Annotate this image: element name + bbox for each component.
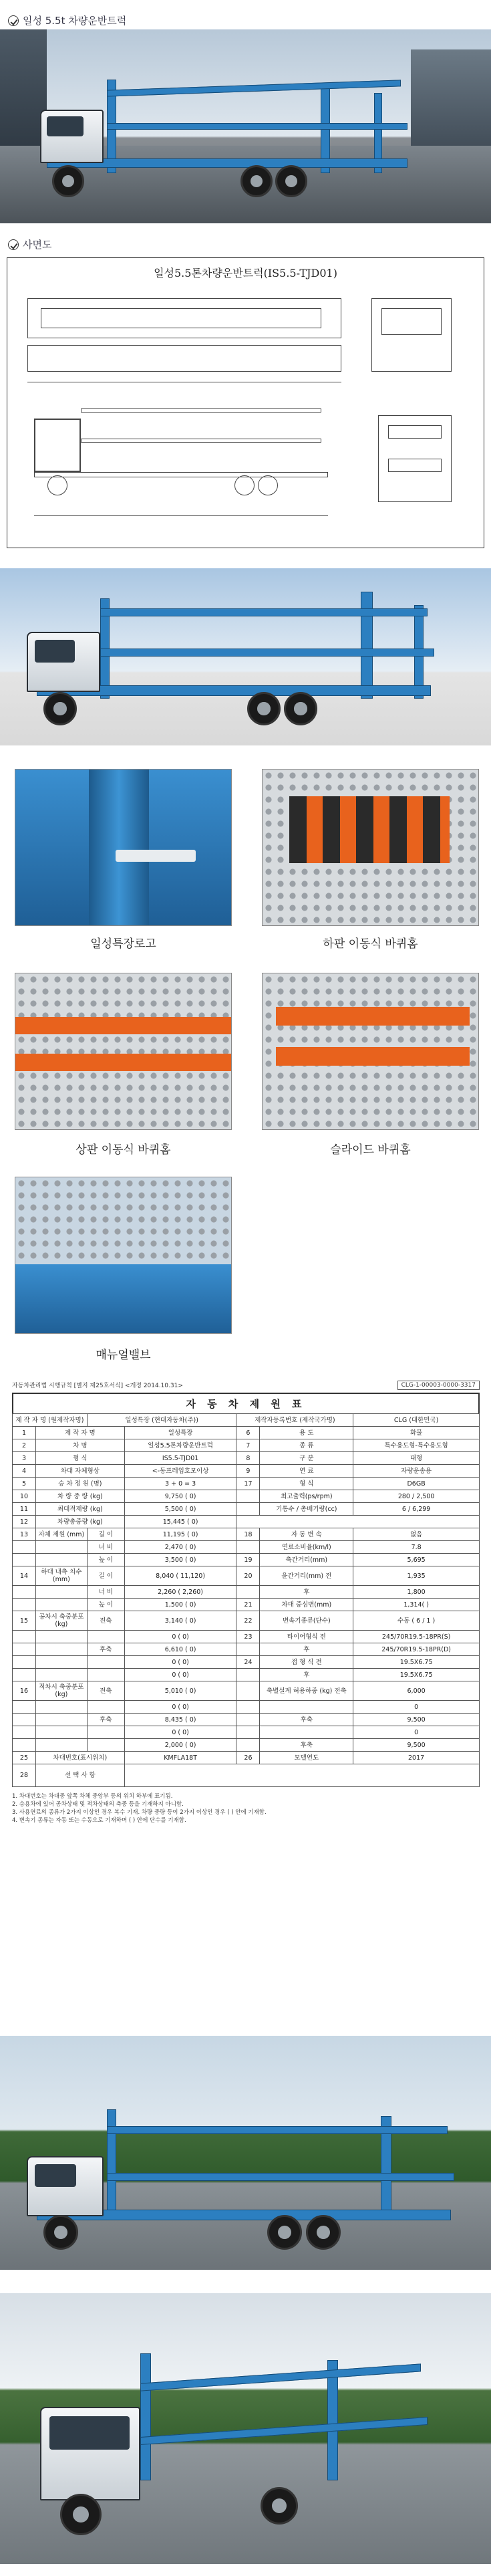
spec-cell: 차대 자체형상 (35, 1465, 124, 1478)
spec-cell: 245/70R19.5-18PR(D) (353, 1643, 480, 1656)
technical-drawing (7, 257, 484, 548)
spec-cell: 3 (13, 1452, 36, 1465)
spec-cell (35, 1586, 87, 1599)
spec-cell (13, 1739, 36, 1752)
spec-cell: 특수용도형-특수용도형 (353, 1439, 480, 1452)
spec-cell: 없음 (353, 1528, 480, 1541)
spec-cell (236, 1490, 260, 1503)
spec-cell: 선 택 사 항 (35, 1764, 124, 1787)
check-circle-icon (8, 239, 19, 250)
spec-cell: 15 (13, 1611, 36, 1631)
spec-cell (236, 1681, 260, 1701)
spec-cell: 차 명 (35, 1439, 124, 1452)
spec-row (13, 1764, 480, 1787)
spec-cell: 너 비 (87, 1586, 124, 1599)
spec-cell: 후 (260, 1643, 353, 1656)
logo-detail-photo (15, 769, 232, 926)
spec-row (13, 1701, 480, 1714)
spec-cell (13, 1726, 36, 1739)
spec-cell: 기통수 / 총배기량(cc) (260, 1503, 353, 1516)
spec-cell: 5 (13, 1478, 36, 1490)
spec-cell: 모델연도 (260, 1752, 353, 1764)
spec-cell (35, 1669, 87, 1681)
spec-cell: 0 ( 0) (124, 1669, 236, 1681)
spec-cell: 일성5.5톤차량운반트럭 (124, 1439, 236, 1452)
spec-cell: 연료소비율(km/l) (260, 1541, 353, 1554)
spec-cell: 용 도 (260, 1427, 353, 1439)
spec-cell: 0 ( 0) (124, 1726, 236, 1739)
spec-row (13, 1599, 480, 1611)
spec-cell: 0 (353, 1726, 480, 1739)
spec-cell: 3,140 ( 0) (124, 1611, 236, 1631)
truck-illustration (40, 80, 414, 203)
spec-cell: 수동 ( 6 / 1 ) (353, 1611, 480, 1631)
spec-cell: 0 ( 0) (124, 1701, 236, 1714)
manual-valve-photo (15, 1177, 232, 1334)
spec-cell: 3,500 ( 0) (124, 1554, 236, 1566)
spec-cell: 화물 (353, 1427, 480, 1439)
spec-cell (13, 1599, 36, 1611)
spec-cell (236, 1701, 260, 1714)
spec-cell: 타이어형식 전 (260, 1631, 353, 1643)
spec-cell (35, 1714, 87, 1726)
spec-cell: 245/70R19.5-18PR(S) (353, 1631, 480, 1643)
spec-cell (87, 1701, 124, 1714)
spec-note: 4. 변속기 종류는 자동 또는 수동으로 기재하며 ( ) 안에 단수를 기재함. (12, 1817, 186, 1824)
spec-cell: 4 (13, 1465, 36, 1478)
spec-cell: 7 (236, 1439, 260, 1452)
spec-cell: 0 (353, 1701, 480, 1714)
truck-illustration (27, 2109, 461, 2250)
spec-cell: 6,000 (353, 1681, 480, 1701)
truck-park-photo (0, 2036, 491, 2270)
spec-cell (35, 1656, 87, 1669)
spec-row (13, 1752, 480, 1764)
spec-cell (13, 1554, 36, 1566)
spec-row (13, 1465, 480, 1478)
spec-cell (236, 1739, 260, 1752)
drawing-section-title: 사면도 (23, 239, 52, 251)
spec-cell: 24 (236, 1656, 260, 1669)
spec-cell: 1,314( ) (353, 1599, 480, 1611)
spec-cell: 후축 (260, 1739, 353, 1752)
spec-row (13, 1478, 480, 1490)
spec-cell (13, 1714, 36, 1726)
spec-cell (13, 1669, 36, 1681)
spec-cell: 19 (236, 1554, 260, 1566)
slide-wheel-groove-photo (262, 973, 479, 1130)
spec-cell (35, 1541, 87, 1554)
spec-cell: 9 (236, 1465, 260, 1478)
spec-row (13, 1566, 480, 1586)
spec-cell: 차대번호(표시위치) (35, 1752, 124, 1764)
spec-cell (87, 1726, 124, 1739)
lower-wheel-groove-photo (262, 769, 479, 926)
upper-groove-caption: 상판 이동식 바퀴홈 (75, 1143, 171, 1157)
spec-cell (87, 1669, 124, 1681)
spec-cell: 2017 (353, 1752, 480, 1764)
section-header-main (0, 13, 491, 27)
spec-cell: 일성특장 (124, 1427, 236, 1439)
spec-cell (87, 1631, 124, 1643)
spec-row (13, 1643, 480, 1656)
spec-cell: 19.5X6.75 (353, 1669, 480, 1681)
spec-cell: 11 (13, 1503, 36, 1516)
spec-cell (236, 1669, 260, 1681)
spec-cell (35, 1739, 87, 1752)
spec-cell (35, 1643, 87, 1656)
spec-cell: 승 차 정 원 (명) (35, 1478, 124, 1490)
check-circle-icon (8, 15, 19, 26)
spec-cell: 길 이 (87, 1566, 124, 1586)
spec-cell: 15,445 ( 0) (124, 1516, 236, 1528)
spec-cell: 높 이 (87, 1599, 124, 1611)
spec-cell: 차대 중심변(mm) (260, 1599, 353, 1611)
spec-cell: 후축 (87, 1643, 124, 1656)
spec-cell: 11,195 ( 0) (124, 1528, 236, 1541)
spec-cell: IS5.5-TJD01 (124, 1452, 236, 1465)
spec-cell (236, 1503, 260, 1516)
spec-cell: 윤간거리(mm) 전 (260, 1566, 353, 1586)
spec-cell: 길 이 (87, 1528, 124, 1541)
spec-cell: 13 (13, 1528, 36, 1541)
spec-row (13, 1541, 480, 1554)
spec-cell: 연 료 (260, 1465, 353, 1478)
spec-cell: 20 (236, 1566, 260, 1586)
spec-cell: 전축 (87, 1681, 124, 1701)
spec-row (13, 1631, 480, 1643)
spec-cert-number: CLG-1-00003-0000-3317 (397, 1381, 480, 1390)
spec-row (13, 1528, 480, 1541)
spec-cell (13, 1541, 36, 1554)
spec-cell: 후 (260, 1669, 353, 1681)
spec-cell (236, 1714, 260, 1726)
spec-cell: 28 (13, 1764, 36, 1787)
slide-groove-caption: 슬라이드 바퀴홈 (330, 1143, 411, 1157)
spec-cell: 종 류 (260, 1439, 353, 1452)
spec-cell: 19.5X6.75 (353, 1656, 480, 1669)
spec-cell: 10 (13, 1490, 36, 1503)
spec-cell: 16 (13, 1681, 36, 1701)
spec-cell: 5,500 ( 0) (124, 1503, 236, 1516)
spec-cell: 접 형 식 전 (260, 1656, 353, 1669)
spec-cell: 변속기종류(단수) (260, 1611, 353, 1631)
spec-cell: CLG (대한민국) (353, 1414, 480, 1427)
spec-cell (13, 1701, 36, 1714)
upper-wheel-groove-photo (15, 973, 232, 1130)
drawing-title: 일성5.5톤차량운반트럭(IS5.5-TJD01) (154, 267, 337, 279)
spec-cell (236, 1643, 260, 1656)
truck-side-photo (0, 568, 491, 745)
spec-cell: 5,695 (353, 1554, 480, 1566)
spec-cell: 3 + 0 = 3 (124, 1478, 236, 1490)
spec-row (13, 1554, 480, 1566)
hero-truck-photo (0, 29, 491, 223)
spec-cell (87, 1739, 124, 1752)
spec-cell: 26 (236, 1752, 260, 1764)
spec-cell: 최대적재량 (kg) (35, 1503, 124, 1516)
spec-note: 2. 승용차에 있어 공차상태 및 적차상태의 축중 등을 기재하지 아니함. (12, 1801, 184, 1808)
spec-row (13, 1714, 480, 1726)
spec-cell: 높 이 (87, 1554, 124, 1566)
spec-cell: 자체 제원 (mm) (35, 1528, 87, 1541)
spec-cell: 1,500 ( 0) (124, 1599, 236, 1611)
truck-illustration (40, 2353, 441, 2541)
spec-row (13, 1656, 480, 1669)
spec-cell: 최고출력(ps/rpm) (260, 1490, 353, 1503)
spec-cell: 1,800 (353, 1586, 480, 1599)
spec-cell (260, 1701, 353, 1714)
spec-cell: 14 (13, 1566, 36, 1586)
spec-cell: 차 량 중 량 (kg) (35, 1490, 124, 1503)
spec-cell (236, 1516, 480, 1528)
spec-note: 1. 차대번호는 차대중 앞쪽 차체 중앙부 등의 위치 하부에 표기됨. (12, 1793, 173, 1800)
spec-cell: 23 (236, 1631, 260, 1643)
spec-cell: 후축 (87, 1714, 124, 1726)
spec-cell (13, 1586, 36, 1599)
spec-cell (35, 1631, 87, 1643)
spec-cell: 적차시 축중분포 (kg) (35, 1681, 87, 1701)
spec-cell: 차량총중량 (kg) (35, 1516, 124, 1528)
manual-valve-caption: 매뉴얼밸브 (96, 1349, 151, 1362)
spec-cell (35, 1701, 87, 1714)
truck-illustration (27, 592, 441, 725)
spec-cell: 하대 내측 치수 (mm) (35, 1566, 87, 1586)
section-header-drawing (0, 237, 491, 251)
spec-cell (236, 1726, 260, 1739)
spec-cell: 21 (236, 1599, 260, 1611)
spec-cell: 형 식 (35, 1452, 124, 1465)
logo-caption: 일성특장로고 (90, 937, 156, 951)
spec-cell: 구 분 (260, 1452, 353, 1465)
spec-cell (35, 1554, 87, 1566)
spec-cell: 축간거리(mm) (260, 1554, 353, 1566)
spec-note: 3. 사용연료의 종류가 2가지 이상인 경우 복수 기재. 차량 중량 등이 2가지 이상인 경우 ( ) 안에 기재함. (12, 1809, 267, 1816)
spec-cell: 너 비 (87, 1541, 124, 1554)
spec-cell: 7.8 (353, 1541, 480, 1554)
spec-cell: 2,470 ( 0) (124, 1541, 236, 1554)
spec-cell: 0 ( 0) (124, 1656, 236, 1669)
spec-cell: 9,500 (353, 1739, 480, 1752)
spec-cell: 1 (13, 1427, 36, 1439)
spec-cell: 8,435 ( 0) (124, 1714, 236, 1726)
spec-cell: 12 (13, 1516, 36, 1528)
spec-cell: 자량운송용 (353, 1465, 480, 1478)
spec-cell: 6 (236, 1427, 260, 1439)
spec-cell (13, 1656, 36, 1669)
truck-front-angle-photo (0, 2293, 491, 2564)
spec-cell: 2,000 ( 0) (124, 1739, 236, 1752)
spec-notes (12, 1792, 480, 1825)
main-title: 일성 5.5t 차량운반트럭 (23, 15, 127, 27)
spec-cell (124, 1764, 479, 1787)
spec-cell: 8 (236, 1452, 260, 1465)
spec-table (12, 1413, 480, 1787)
spec-cell: 자 동 변 속 (260, 1528, 353, 1541)
spec-cell: 후축 (260, 1714, 353, 1726)
spec-row (13, 1427, 480, 1439)
spec-cell (87, 1656, 124, 1669)
spec-cell (13, 1631, 36, 1643)
spec-cell: 25 (13, 1752, 36, 1764)
spec-cell (260, 1726, 353, 1739)
spec-cell (35, 1726, 87, 1739)
spec-cell: 대형 (353, 1452, 480, 1465)
spec-cell: 22 (236, 1611, 260, 1631)
spec-cell: 6 / 6,299 (353, 1503, 480, 1516)
spec-cell (35, 1599, 87, 1611)
spec-cell: 9,500 (353, 1714, 480, 1726)
spec-sheet (12, 1381, 480, 1825)
spec-cell (236, 1586, 260, 1599)
spec-cell: 8,040 ( 11,120) (124, 1566, 236, 1586)
spec-cell (13, 1643, 36, 1656)
spec-cell: <-동프레임호모이상 (124, 1465, 236, 1478)
spec-cell: 축별설계 허용하중 (kg) 전축 (260, 1681, 353, 1701)
spec-cell: 공차시 축중분포 (kg) (35, 1611, 87, 1631)
spec-row (13, 1503, 480, 1516)
spec-cell: 2 (13, 1439, 36, 1452)
spec-cell: 제 작 자 명 (원제작자명) (13, 1414, 88, 1427)
spec-cell: 2,260 ( 2,260) (124, 1586, 236, 1599)
spec-cell: 제 작 자 명 (35, 1427, 124, 1439)
spec-row (13, 1726, 480, 1739)
spec-cell: 전축 (87, 1611, 124, 1631)
spec-cell: 후 (260, 1586, 353, 1599)
spec-row (13, 1669, 480, 1681)
spec-cell: 17 (236, 1478, 260, 1490)
spec-cell: KMFLA18T (124, 1752, 236, 1764)
spec-cell: 제작자등록번호 (제작국가명) (236, 1414, 353, 1427)
spec-cell: 9,750 ( 0) (124, 1490, 236, 1503)
spec-cell: 1,935 (353, 1566, 480, 1586)
spec-form-note: 자동차관리법 시행규칙 [별지 제25호서식] <개정 2014.10.31> (12, 1383, 183, 1389)
spec-row (13, 1452, 480, 1465)
spec-row (13, 1739, 480, 1752)
spec-cell: 6,610 ( 0) (124, 1643, 236, 1656)
spec-cell (236, 1541, 260, 1554)
spec-row (13, 1586, 480, 1599)
spec-row (13, 1490, 480, 1503)
spec-row (13, 1516, 480, 1528)
spec-cell: 280 / 2,500 (353, 1490, 480, 1503)
spec-row (13, 1439, 480, 1452)
spec-cell: 0 ( 0) (124, 1631, 236, 1643)
spec-cell: D6GB (353, 1478, 480, 1490)
spec-row (13, 1414, 480, 1427)
spec-row (13, 1681, 480, 1701)
spec-cell: 5,010 ( 0) (124, 1681, 236, 1701)
spec-cell: 형 식 (260, 1478, 353, 1490)
spec-title: 자 동 차 제 원 표 (12, 1393, 480, 1413)
spec-cell: 18 (236, 1528, 260, 1541)
lower-groove-caption: 하판 이동식 바퀴홈 (323, 937, 418, 951)
spec-cell: 일성특장 (현대자동차(주)) (87, 1414, 236, 1427)
spec-row (13, 1611, 480, 1631)
